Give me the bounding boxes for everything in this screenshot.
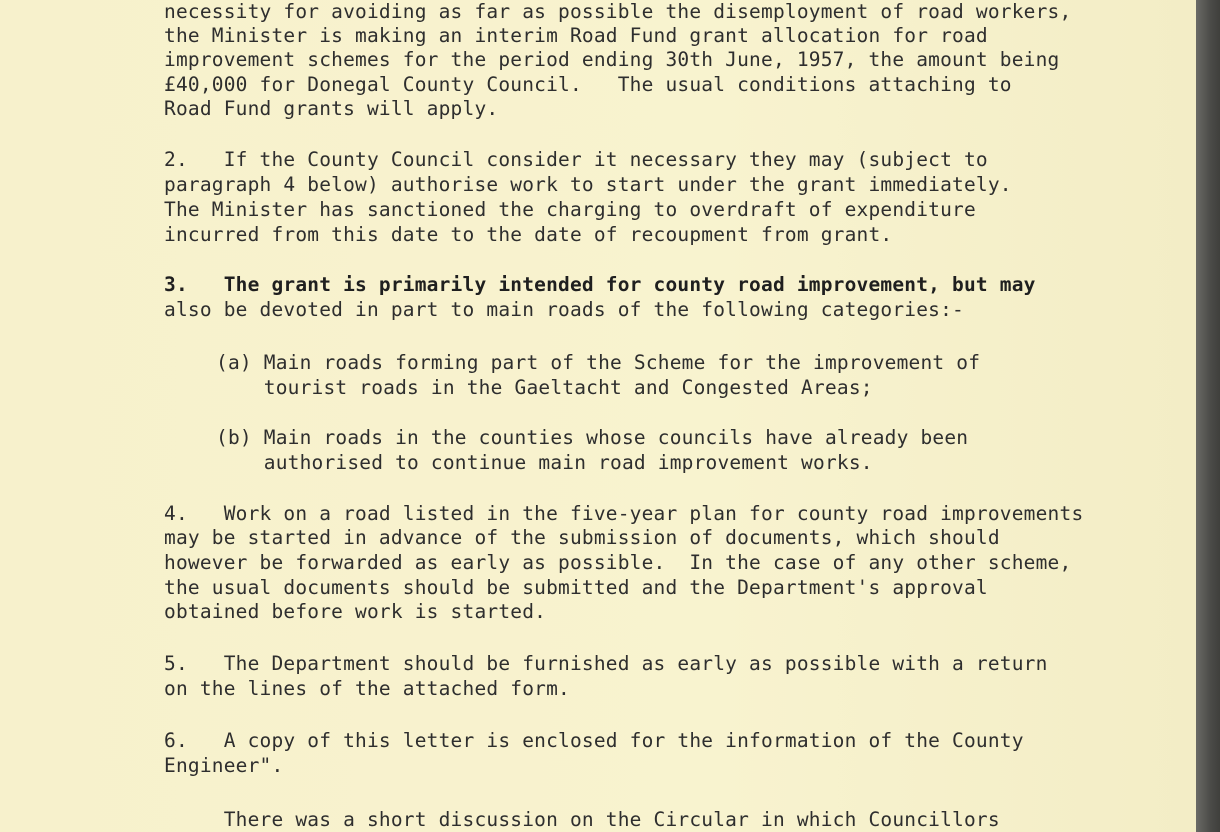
- text-line: however be forwarded as early as possible. In the case of any other scheme,: [164, 551, 1072, 574]
- text-line: incurred from this date to the date of recoupment from grant.: [164, 223, 893, 246]
- text-line: Road Fund grants will apply.: [164, 97, 499, 120]
- text-line: The Minister has sanctioned the charging to overdraft of expenditure: [164, 198, 976, 221]
- text-line: also be devoted in part to main roads of the following categories:-: [164, 298, 964, 321]
- text-line: paragraph 4 below) authorise work to start under the grant immediately.: [164, 173, 1012, 196]
- paragraph-6-line: 6. A copy of this letter is enclosed for the information of the County: [164, 729, 1024, 752]
- page-edge-shadow: [1196, 0, 1220, 832]
- paragraph-5-line: 5. The Department should be furnished as early as possible with a return: [164, 652, 1048, 675]
- paragraph-4-line: 4. Work on a road listed in the five-year plan for county road improvements: [164, 502, 1084, 525]
- text-line: the Minister is making an interim Road Fund grant allocation for road: [164, 24, 988, 47]
- paragraph-3-line: 3. The grant is primarily intended for county road improvement, but may: [164, 273, 1036, 296]
- list-item-a-cont: tourist roads in the Gaeltacht and Congested Areas;: [216, 376, 873, 399]
- list-item-a: (a) Main roads forming part of the Scheme for the improvement of: [216, 351, 981, 374]
- list-item-b: (b) Main roads in the counties whose councils have already been: [216, 426, 969, 449]
- text-line: Engineer".: [164, 754, 284, 777]
- text-line: necessity for avoiding as far as possible the disemployment of road workers,: [164, 0, 1072, 23]
- text-line: obtained before work is started.: [164, 600, 547, 623]
- text-line: on the lines of the attached form.: [164, 677, 570, 700]
- text-line: may be started in advance of the submission of documents, which should: [164, 526, 1000, 549]
- text-line: £40,000 for Donegal County Council. The usual conditions attaching to: [164, 73, 1012, 96]
- text-line: improvement schemes for the period ending 30th June, 1957, the amount being: [164, 48, 1060, 71]
- text-line: the usual documents should be submitted and the Department's approval: [164, 576, 988, 599]
- paragraph-2-line: 2. If the County Council consider it necessary they may (subject to: [164, 148, 988, 171]
- list-item-b-cont: authorised to continue main road improvement works.: [216, 451, 873, 474]
- closing-line: There was a short discussion on the Circular in which Councillors: [164, 808, 1000, 831]
